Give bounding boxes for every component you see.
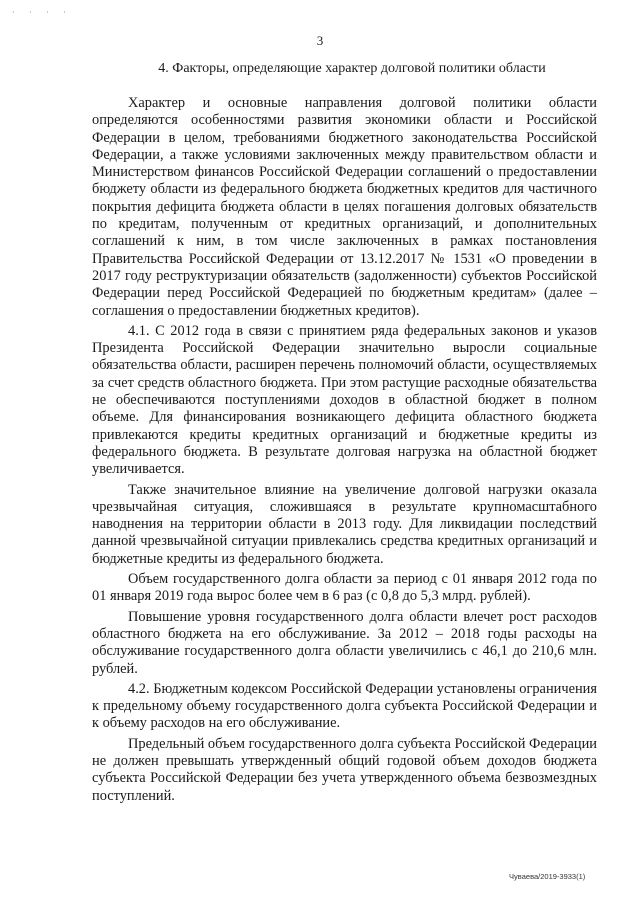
paragraph: Объем государственного долга области за период с 01 января 2012 года по 01 января 2019 года вырос более чем в 6 раз (с 0,8 до 5,3 млрд. рублей). <box>92 571 597 605</box>
paragraph: 4.1. С 2012 года в связи с принятием ряда федеральных законов и указов Президента Российской Федерации значительно выросли социальные обязательства области, расширен перечень полномочий области, осуществляемых за счет средств областного бюджета. При этом растущие расходные обязательства не обеспечиваются поступлениями доходов в областной бюджет в полном объеме. Для финансирования возникающего дефицита областного бюджета привлекаются кредиты кредитных организаций и бюджетные кредиты из федерального бюджета. В результате долговая нагрузка на областной бюджет увеличивается. <box>92 322 597 478</box>
paragraph: Также значительное влияние на увеличение долговой нагрузки оказала чрезвычайная ситуация, сложившаяся в результате крупномасштабного наводнения на территории области в 2013 году. Для ликвидации последствий данной чрезвычайной ситуации привлекались средства кредитных организаций и бюджетные кредиты из федерального бюджета. <box>92 481 597 567</box>
scan-marks: · · · · <box>12 8 72 17</box>
paragraph: Предельный объем государственного долга субъекта Российской Федерации не должен превышать утвержденный общий годовой объем доходов бюджета субъекта Российской Федерации без учета утвержденного объема безвозмездных поступлений. <box>92 735 597 804</box>
section-heading: 4. Факторы, определяющие характер долговой политики области <box>158 61 546 76</box>
paragraph: Характер и основные направления долговой политики области определяются особенностями развития экономики области и Российской Федерации в целом, требованиями бюджетного законодательства Российской Федерации, а также условиями заключенных между правительством области и Министерством финансов Российской Федерации соглашений о предоставлении бюджету области из федерального бюджета бюджетных кредитов для частичного покрытия дефицита бюджета области в целях погашения долговых обязательств по кредитам, полученным от кредитных организаций, и дополнительных соглашений к ним, в том числе заключенных в рамках постановления Правительства Российской Федерации от 13.12.2017 № 1531 «О проведении в 2017 году реструктуризации обязательств (задолженности) субъектов Российской Федерации перед Российской Федерацией по бюджетным кредитам» (далее – соглашения о предоставлении бюджетных кредитов). <box>92 95 597 319</box>
document-code: Чувaева/2019-3933(1) <box>509 872 586 881</box>
paragraph: 4.2. Бюджетным кодексом Российской Федерации установлены ограничения к предельному объему государственного долга субъекта Российской Федерации и к объему расходов на его обслуживание. <box>92 680 597 732</box>
document-body <box>92 95 597 808</box>
page-number: 3 <box>316 33 324 48</box>
paragraph: Повышение уровня государственного долга области влечет рост расходов областного бюджета на его обслуживание. За 2012 – 2018 годы расходы на обслуживание государственного долга области увеличились с 46,1 до 210,6 млн. рублей. <box>92 608 597 677</box>
